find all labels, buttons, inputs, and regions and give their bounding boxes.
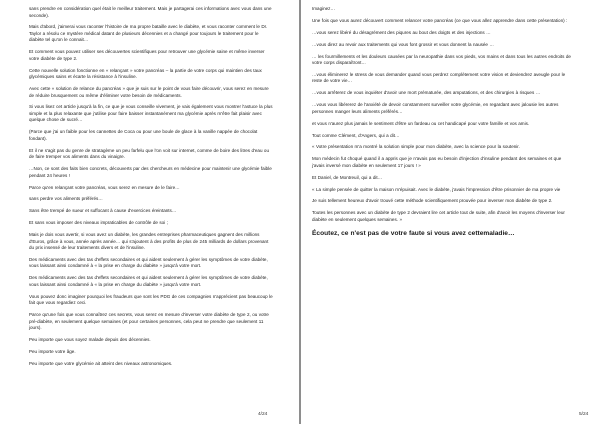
- page-number: 5/24: [579, 412, 589, 417]
- paragraph: …Non, ce sont des faits bien concrets, découverts par des chercheurs en médecine pour maintenir une glycémie faible pendant 24 heures !: [29, 166, 272, 178]
- paragraph: Parce qu'une fois que vous connaîtrez ces secrets, vous serez en mesure d'inverser votre diabète de type 2, ou votre pré-diabète, en seulement quelque semaines (et pour certaines personnes, cela peut ne prendre que seulement 11 jours).: [29, 312, 269, 331]
- right-page-text: [312, 6, 574, 223]
- paragraph: Et il ne s'agit pas du genre de stratagème un peu farfelu que l'on voit sur internet, comme de boire des litres d'eau ou de faire tremper vos aliments dans du vinaigre.: [29, 147, 269, 160]
- paragraph: Et Daniel, de Montreuil, qui a dit…: [312, 174, 383, 180]
- right-page: [301, 0, 600, 424]
- page-number: 4/24: [258, 412, 268, 417]
- paragraph: Peu importe votre âge.: [29, 348, 76, 354]
- paragraph: et vous n'aurez plus jamais le sentiment d'être un fardeau ou cet handicapé pour votre famille et vos amis.: [312, 120, 530, 126]
- paragraph: Des médicaments avec des tas d'effets secondaires et qui aident seulement à gérer les symptômes de votre diabète, vous laissant ainsi condamné à « la prise en charge du diabète » jusqu'à votre mort.: [29, 275, 268, 287]
- paragraph: Mon médecin fut choqué quand il a appris que je n'avais pas eu besoin d'injection d'insuline pendant des semaines et que j'avais inversé mon diabète en seulement 17 jours ! »: [312, 156, 562, 168]
- paragraph: Parce qu'en relançant votre pancréas, vous serez en mesure de le faire…: [29, 184, 180, 190]
- paragraph: « La simple pensée de quitter la maison m'épuisait. Avec le diabète, j'avais l'impression d'être prisonnier de ma propre vie: [312, 186, 561, 192]
- paragraph: sans perdre vos aliments préférés…: [29, 196, 103, 202]
- paragraph: Vous pouvez donc imaginer pourquoi les fraudeurs que sont les PDG de ces compagnies n'apprécient pas beaucoup le fait que vous regardiez ceci.: [29, 293, 273, 306]
- paragraph: Une fois que vous aurez découvert comment relancer votre pancréas (ce que vous allez apprendre dans cette présentation) :: [312, 17, 568, 23]
- paragraph: Peu importe que votre glycémie ait atteint des niveaux astronomiques.: [29, 360, 173, 366]
- paragraph: Sans être trempé de sueur et suffocant à cause d'exercices éreintants…: [29, 208, 177, 214]
- paragraph: …vous arrêterez de vous inquiéter d'avoir une mort prématurée, des amputations, et des chirurgies à risques …: [312, 90, 541, 96]
- paragraph: …vous direz au revoir aux traitements qui vous font grossir et vous donnent la nausée …: [312, 41, 494, 47]
- paragraph: (Parce que j'ai un faible pour les cannettes de Coca ou pour une boule de glace à la vanille nappée de chocolat fondant).: [29, 129, 258, 141]
- paragraph: « Votre présentation m'a montré la solution simple pour mon diabète, avec la science pour la soutenir.: [312, 144, 520, 150]
- paragraph: Mais d'abord, j'aimerai vous raconter l'histoire de ma propre bataille avec le diabète, et vous raconter comment le Dr. Taylor a résolu ce mystère médical datant de plusieurs décennies et a changé pour toujours le traitement pour le diabète tel qu'on le connait…: [29, 24, 268, 43]
- paragraph: …vous éliminerez le stress de vous demander quand vous perdrez complètement votre vision et deviendrez aveugle pour le reste de votre vie…: [312, 71, 566, 84]
- paragraph: Et sans vous imposer des niveaux impraticables de contrôle de soi ;: [29, 220, 168, 226]
- paragraph: Et comment vous pouvez utiliser ses découvertes scientifiques pour retrouver une glycémie saine et même inverser votre diabète de type 2.: [29, 49, 265, 61]
- paragraph: …vous vous libérerez de l'anxiété de devoir constamment surveiller votre glycémie, en regardant avec jalousie les autres personnes manger leurs aliments préférés…: [312, 102, 559, 114]
- left-page: [0, 0, 299, 424]
- paragraph: Avec cette « solution de relance du pancréas » que je suis sur le point de vous faire découvrir, vous serez en mesure de réduire brusquement ou même d'éliminer votre besoin de médicaments.: [29, 86, 269, 98]
- paragraph: Des médicaments avec des tas d'effets secondaires et qui aident seulement à gérer les symptômes de votre diabète, vous laissant ainsi condamné à « la prise en charge du diabète » jusqu'à votre mort.: [29, 256, 268, 269]
- paragraph: Imaginez…: [312, 6, 335, 11]
- paragraph: sans prendre en considération quel était le meilleur traitement. Mais je partagerai ces informations avec vous dans une seconde).: [29, 6, 272, 18]
- paragraph: Si vous lisez cet article jusqu'à la fin, ce que je vous conseille vivement, je vais également vous montrer l'astuce la plus simple et la plus relaxante que j'utilise pour faire baisser instantanément ma glycémie après m'être fait plaisir avec quelque chose de sucré…: [29, 104, 273, 123]
- section-heading: Écoutez, ce n'est pas de votre faute si vous avez cettemaladie…: [312, 229, 515, 237]
- paragraph: Mais je dois vous avertir, si vous avez un diabète, les grandes entreprises pharmaceutiques gagnent des millions d'Euros, grâce à vous, année après année… qui s'ajoutent à des profits de plus de 245 milliards de dollars provenant du prix insensé de leur traitements divers et de l'insuline.: [29, 232, 269, 251]
- paragraph: … les fourmillements et les douleurs causées par la neuropathie dans vos pieds, vos mains et dans tous les autres endroits de votre corps disparaîtront…: [312, 53, 571, 66]
- paragraph: …vous serez libéré du désagrément des piqures au bout des doigts et des injections …: [312, 29, 491, 35]
- paragraph: Toutes les personnes avec un diabète de type 2 devraient lire cet article tout de suite, afin d'avoir les moyens d'inverser leur diabète en seulement quelques semaines. »: [312, 210, 565, 222]
- left-page-text: [29, 6, 273, 367]
- paragraph: Peu importe que vous soyez malade depuis des décennies.: [29, 337, 151, 343]
- paragraph: Je suis tellement heureux d'avoir trouvé cette méthode scientifiquement prouvée pour inverser mon diabète de type 2.: [312, 198, 553, 204]
- paragraph: Cette nouvelle solution fonctionne en « relançant » votre pancréas – la partie de votre corps qui maintien des taux glycémiques sains et écarte la résistance à l'insuline.: [29, 67, 262, 80]
- paragraph: Tout comme Clément, d'Angers, qui a dit…: [312, 132, 400, 138]
